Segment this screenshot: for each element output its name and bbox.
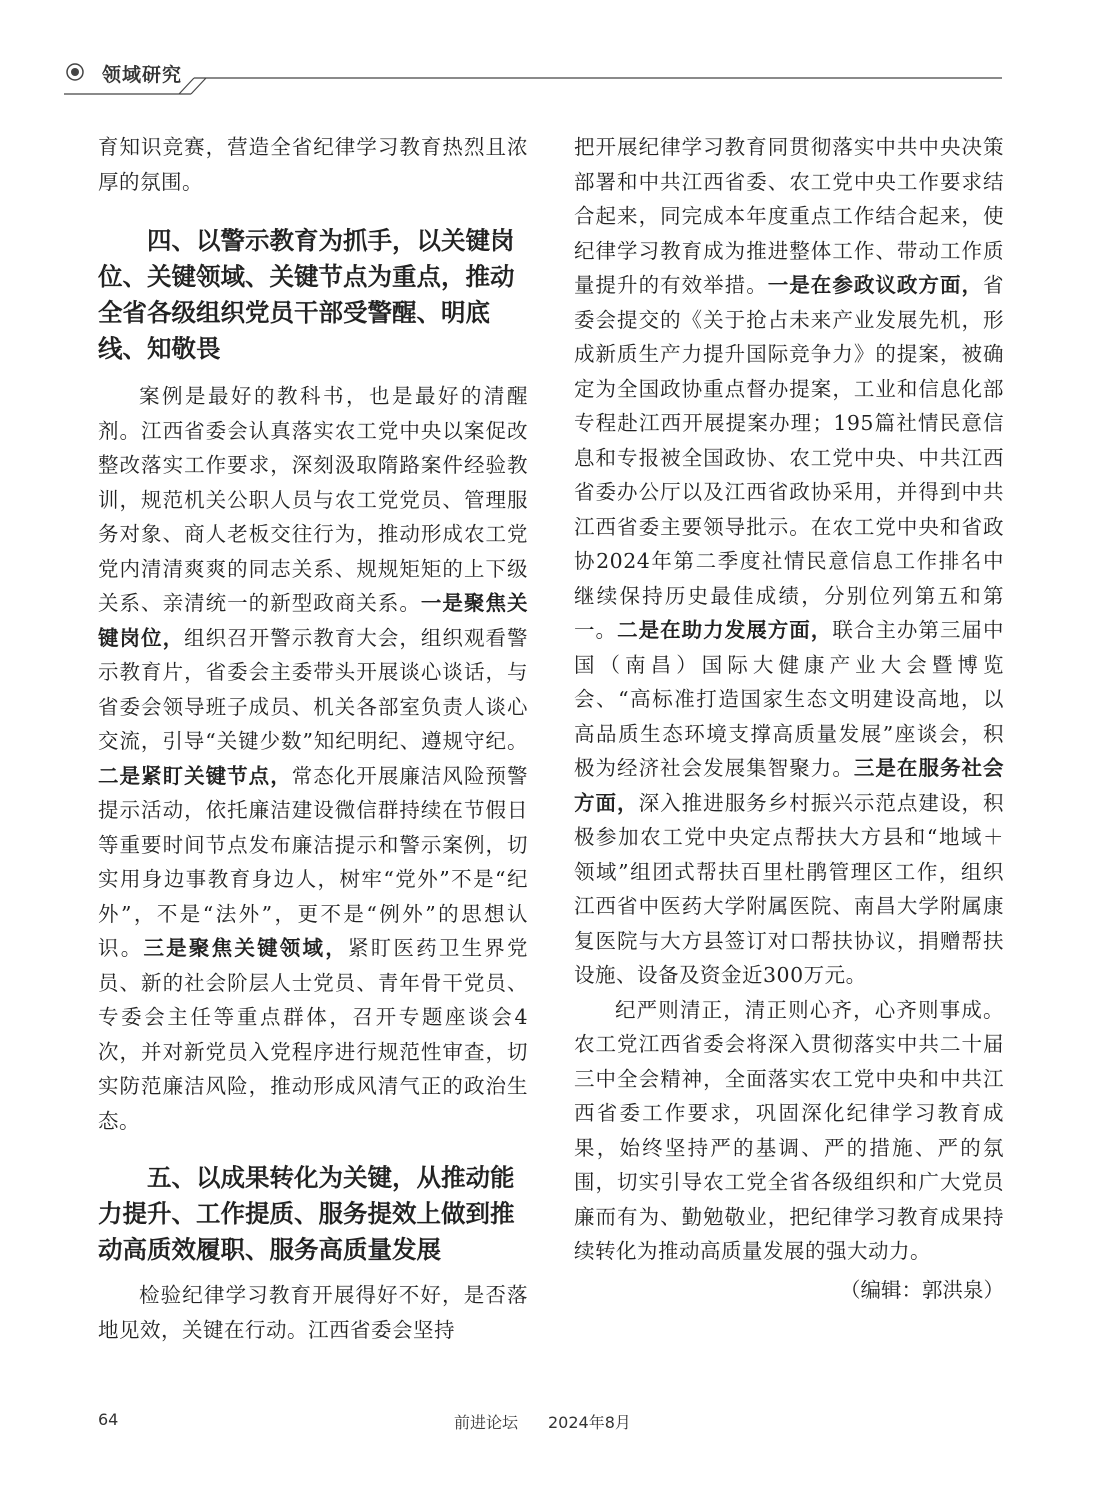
editor-credit: （编辑：郭洪泉） bbox=[840, 1277, 1004, 1302]
page-header bbox=[64, 58, 1004, 98]
paragraph: 案例是最好的教科书，也是最好的清醒剂。江西省委会认真落实农工党中央以案促改整改落实工作要求，深刻汲取隋路案件经验教训，规范机关公职人员与农工党党员、管理服务对象、商人老板交往行为，推动形成农工党党内清清爽爽的同志关系、规规矩矩的上下级关系、亲清统一的新型政商关系。一是聚焦关键岗位，组织召开警示教育大会，组织观看警示教育片，省委会主委带头开展谈心谈话，与省委会领导班子成员、机关各部室负责人谈心交流，引导“关键少数”知纪明纪、遵规守纪。二是紧盯关键节点，常态化开展廉洁风险预警提示活动，依托廉洁建设微信群持续在节假日等重要时间节点发布廉洁提示和警示案例，切实用身边事教育身边人，树牢“党外”不是“纪外”，不是“法外”，更不是“例外”的思想认识。三是聚焦关键领域，紧盯医药卫生界党员、新的社会阶层人士党员、青年骨干党员、专委会主任等重点群体，召开专题座谈会4次，并对新党员入党程序进行规范性审查，切实防范廉洁风险，推动形成风清气正的政治生态。 bbox=[98, 384, 529, 1133]
page-footer bbox=[0, 1410, 1102, 1434]
paragraph: 检验纪律学习教育开展得好不好，是否落地见效，关键在行动。江西省委会坚持 bbox=[98, 1283, 528, 1342]
header-rule bbox=[64, 58, 1004, 98]
section-heading-5: 五、以成果转化为关键，从推动能力提升、工作提质、服务提效上做到推动高质效履职、服务高质量发展 bbox=[98, 1163, 515, 1264]
section-label: 领域研究 bbox=[102, 64, 183, 86]
paragraph: 把开展纪律学习教育同贯彻落实中共中央决策部署和中共江西省委、农工党中央工作要求结合起来，同完成本年度重点工作结合起来，使纪律学习教育成为推进整体工作、带动工作质量提升的有效举措。一是在参政议政方面，省委会提交的《关于抢占未来产业发展先机，形成新质生产力提升国际竞争力》的提案，被确定为全国政协重点督办提案，工业和信息化部专程赴江西开展提案办理；195篇社情民意信息和专报被全国政协、农工党中央、中共江西省委办公厅以及江西省政协采用，并得到中共江西省委主要领导批示。在农工党中央和省政协2024年第二季度社情民意信息工作排名中继续保持历史最佳成绩，分别位列第五和第一。二是在助力发展方面，联合主办第三届中国（南昌）国际大健康产业大会暨博览会、“高标准打造国家生态文明建设高地，以高品质生态环境支撑高质量发展”座谈会，积极为经济社会发展集智聚力。三是在服务社会方面，深入推进服务乡村振兴示范点建设，积极参加农工党中央定点帮扶大方县和“地域＋领域”组团式帮扶百里杜鹃管理区工作，组织江西省中医药大学附属医院、南昌大学附属康复医院与大方县签订对口帮扶协议，捐赠帮扶设施、设备及资金近300万元。 bbox=[574, 135, 1005, 987]
right-column bbox=[574, 130, 1004, 1307]
issue-date: 2024年8月 bbox=[548, 1413, 631, 1432]
left-column bbox=[98, 130, 528, 1347]
page-number: 64 bbox=[98, 1410, 119, 1429]
journal-name: 前进论坛 bbox=[454, 1413, 519, 1432]
paragraph: 育知识竞赛，营造全省纪律学习教育热烈且浓厚的氛围。 bbox=[98, 135, 528, 194]
paragraph: 纪严则清正，清正则心齐，心齐则事成。农工党江西省委会将深入贯彻落实中共二十届三中全会精神，全面落实农工党中央和中共江西省委工作要求，巩固深化纪律学习教育成果，始终坚持严的基调、严的措施、严的氛围，切实引导农工党全省各级组织和广大党员廉而有为、勤勉敬业，把纪律学习教育成果持续转化为推动高质量发展的强大动力。 bbox=[574, 997, 1004, 1263]
section-heading-4: 四、以警示教育为抓手，以关键岗位、关键领域、关键节点为重点，推动全省各级组织党员干部受警醒、明底线、知敬畏 bbox=[98, 226, 515, 363]
